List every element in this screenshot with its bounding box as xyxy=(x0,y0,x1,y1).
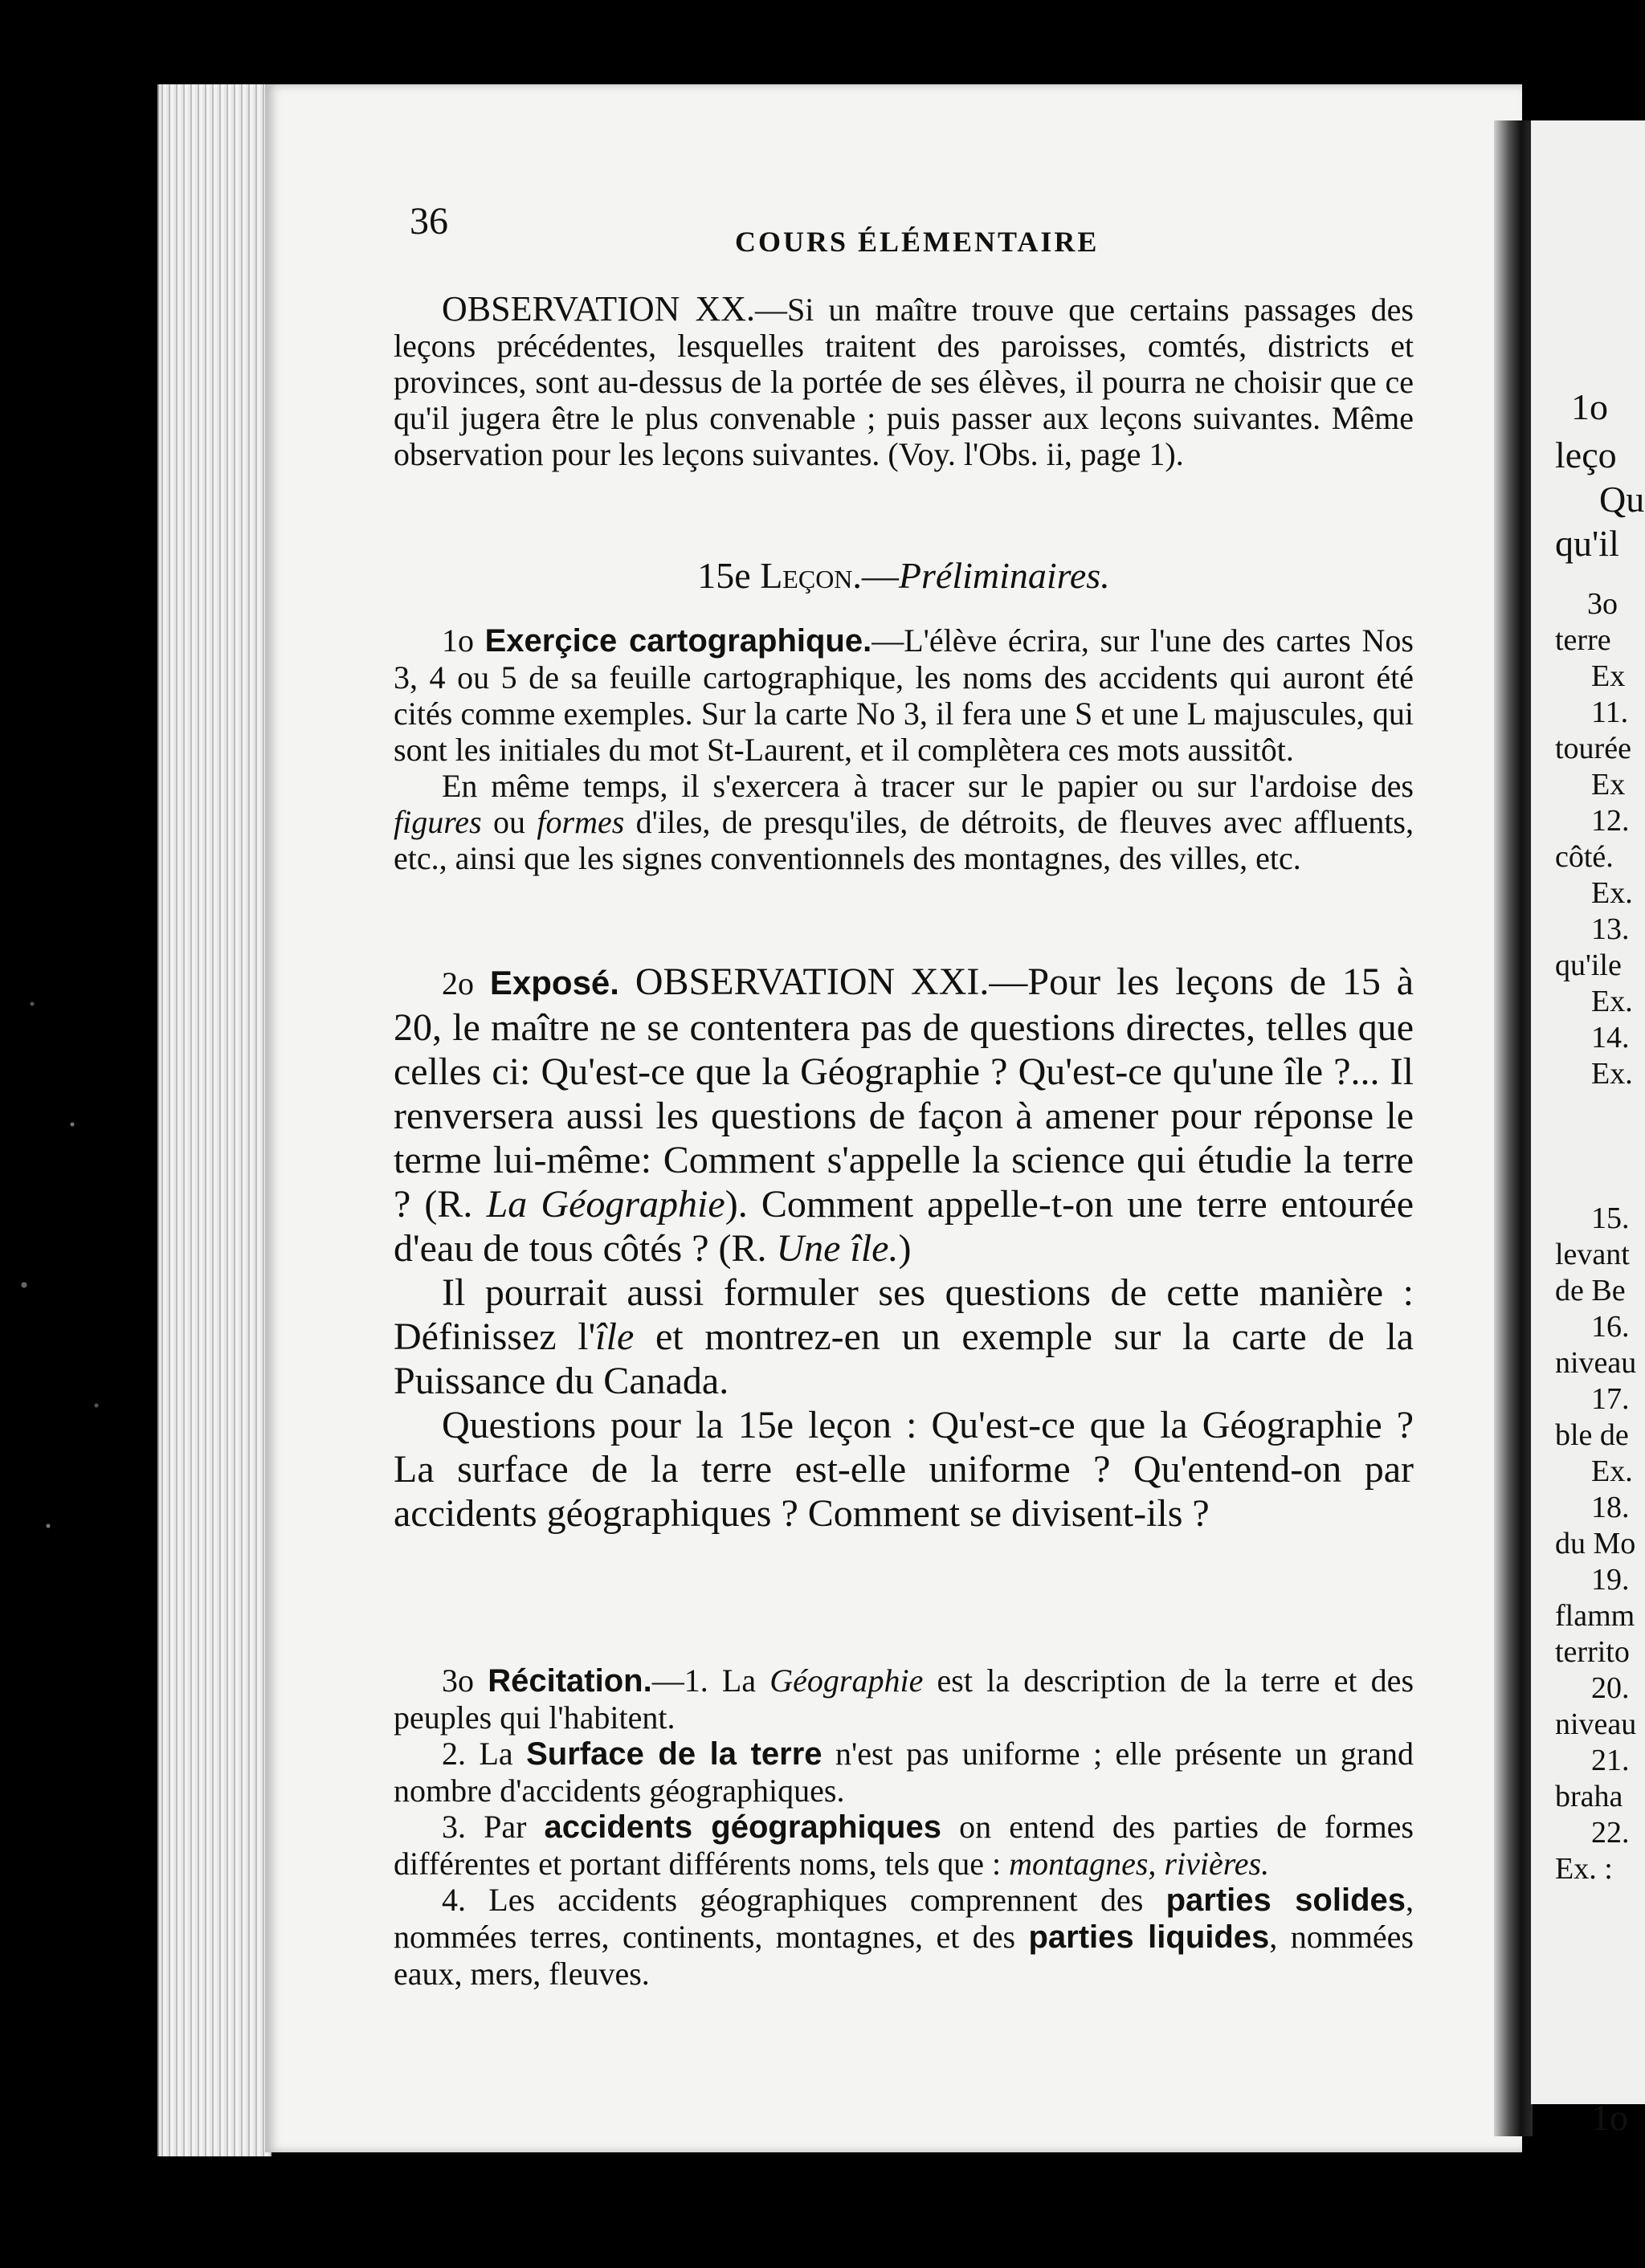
exercise-para2-b: ou xyxy=(481,804,537,840)
expose-number: 2o xyxy=(442,965,474,1001)
facing-line: 3o xyxy=(1587,587,1618,621)
lesson-dash: — xyxy=(861,555,899,596)
expose-text-b: ). Comment appelle-t-on une terre entourée d'eau de tous côtés ? (R. xyxy=(394,1183,1414,1270)
facing-line: 13. xyxy=(1591,912,1630,946)
recitation-item4-a: 4. Les accidents géographiques comprennent des xyxy=(442,1882,1166,1918)
recitation-item3-ital: montagnes, rivières. xyxy=(1009,1846,1270,1882)
recitation-item4-bold2: parties liquides xyxy=(1028,1919,1270,1955)
lesson-word: Leçon. xyxy=(760,555,862,596)
exercise-figures: figures xyxy=(394,804,482,840)
expose-answer-2: Une île. xyxy=(776,1227,899,1270)
facing-line: Ex. xyxy=(1591,876,1633,910)
facing-line: 11. xyxy=(1591,695,1629,729)
recitation-section xyxy=(394,1662,1414,1992)
facing-line: 1o xyxy=(1591,2097,1628,2138)
scan-background xyxy=(0,0,161,2268)
facing-line: 22. xyxy=(1591,1816,1630,1850)
facing-line: niveau xyxy=(1555,1707,1637,1741)
facing-line: Ex. xyxy=(1591,1454,1633,1488)
recitation-item4-bold1: parties solides xyxy=(1165,1883,1406,1918)
expose-para2-b: et montrez-en un exemple sur la carte de la Puissance du Canada. xyxy=(394,1316,1414,1402)
book-page-edges xyxy=(157,84,271,2156)
recitation-item2-a: 2. La xyxy=(442,1736,527,1772)
expose-label: Exposé. xyxy=(489,964,619,1001)
facing-line: territo xyxy=(1555,1635,1630,1669)
facing-line: 15. xyxy=(1591,1201,1630,1235)
facing-line: 14. xyxy=(1591,1021,1630,1054)
recitation-item3-bold: accidents géographiques xyxy=(544,1809,941,1845)
facing-line: 20. xyxy=(1591,1671,1630,1705)
recitation-item1-a: —1. La xyxy=(651,1662,770,1699)
recitation-item1-geo: Géographie xyxy=(769,1662,924,1699)
facing-line: 18. xyxy=(1591,1491,1630,1524)
observation-xx-text: —Si un maître trouve que certains passages des leçons précédentes, lesquelles traitent des paroisses, comtés, districts et provinces, sont au-dessus de la portée de ses élèves, il pourra ne choisir que ce qu'il jugera être le plus convenable ; puis passer aux leçons suivantes. Même observation pour les leçons suivantes. (Voy. l'Obs. ii, page 1). xyxy=(394,292,1414,472)
expose-section xyxy=(394,960,1414,1536)
recitation-item3-b: on entend des parties de formes différentes et portant différents noms, tels que : xyxy=(394,1809,1414,1882)
facing-line: terre xyxy=(1555,623,1611,657)
recitation-item1-b: est la description de la terre et des peuples qui l'habitent. xyxy=(394,1662,1414,1736)
exercise-para2-c: d'iles, de presqu'iles, de détroits, de fleuves avec affluents, etc., ainsi que les signes conventionnels des montagnes, des villes, etc. xyxy=(394,804,1414,876)
recitation-item2-b: n'est pas uniforme ; elle présente un grand nombre d'accidents géographiques. xyxy=(394,1736,1414,1809)
expose-para2-a: Il pourrait aussi formuler ses questions de cette manière : Définissez l' xyxy=(394,1271,1414,1358)
exercise-number: 1o xyxy=(442,622,474,659)
exercise-section xyxy=(394,622,1414,876)
facing-line: Ex xyxy=(1591,659,1626,693)
facing-line: 1o xyxy=(1571,386,1608,427)
facing-line: du Mo xyxy=(1555,1527,1636,1560)
exercise-formes: formes xyxy=(537,804,625,840)
book-page-right xyxy=(1531,120,1645,2138)
facing-line: qu'il xyxy=(1555,523,1619,564)
facing-line: levant xyxy=(1555,1238,1630,1271)
facing-line: côté. xyxy=(1555,840,1614,874)
facing-line: leço xyxy=(1555,434,1617,475)
expose-text-a: —Pour les leçons de 15 à 20, le maître ne se contentera pas de questions directes, telles que celles ci: Qu'est-ce que la Géographie ? Qu'est-ce qu'une île ?... Il renversera aussi les questions de façon à amener pour réponse le terme lui-même: Comment s'appelle la science qui étudie la terre ? (R. xyxy=(394,961,1414,1226)
recitation-item2-bold: Surface de la terre xyxy=(526,1736,822,1772)
facing-line: Qu xyxy=(1599,479,1645,520)
running-title: COURS ÉLÉMENTAIRE xyxy=(735,226,1100,258)
facing-line: tourée xyxy=(1555,732,1631,765)
recitation-item3-a: 3. Par xyxy=(442,1809,545,1845)
facing-line: 12. xyxy=(1591,804,1630,838)
lesson-number: 15e xyxy=(697,555,751,596)
lesson-heading xyxy=(394,554,1414,597)
facing-line: Ex. xyxy=(1591,985,1633,1018)
facing-line: 19. xyxy=(1591,1563,1630,1597)
facing-line: qu'ile xyxy=(1555,948,1622,982)
facing-line: Ex xyxy=(1591,768,1626,802)
observation-xx-paragraph xyxy=(394,291,1414,472)
expose-obs-label: OBSERVATION XXI. xyxy=(618,961,990,1003)
exercise-text: —L'élève écrira, sur l'une des cartes Nos 3, 4 ou 5 de sa feuille cartographique, les noms des accidents qui auront été cités comme exemples. Sur la carte No 3, il fera une S et une L majuscules, qui sont les initiales du mot St-Laurent, et il complètera ces mots aussitôt. xyxy=(394,622,1414,768)
facing-line: de Be xyxy=(1555,1274,1626,1307)
facing-line: Ex. : xyxy=(1555,1852,1613,1886)
expose-answer-1: La Géographie xyxy=(486,1183,725,1226)
expose-text-c: ) xyxy=(898,1227,912,1270)
expose-ile: île xyxy=(595,1316,635,1358)
facing-line: 17. xyxy=(1591,1382,1630,1416)
facing-line: ble de xyxy=(1555,1418,1629,1452)
recitation-number: 3o xyxy=(442,1662,474,1699)
recitation-item4-b: , nommées terres, continents, montagnes, et des xyxy=(394,1882,1414,1955)
lesson-subtitle: Préliminaires. xyxy=(898,555,1110,596)
recitation-label: Récitation. xyxy=(488,1663,652,1699)
book-gutter xyxy=(1494,120,1533,2136)
observation-xx-label: OBSERVATION XX. xyxy=(442,289,756,328)
exercise-label: Exerçice cartographique. xyxy=(484,623,872,659)
facing-line: 21. xyxy=(1591,1744,1630,1777)
facing-line: braha xyxy=(1555,1780,1623,1813)
facing-line: 16. xyxy=(1591,1310,1630,1344)
recitation-item4-c: , nommées eaux, mers, fleuves. xyxy=(394,1919,1414,1992)
facing-line: Ex. xyxy=(1591,1057,1633,1091)
facing-line: niveau xyxy=(1555,1346,1637,1380)
facing-line: flamm xyxy=(1555,1599,1635,1633)
page-number: 36 xyxy=(410,200,448,243)
expose-questions: Questions pour la 15e leçon : Qu'est-ce que la Géographie ? La surface de la terre est-elle uniforme ? Qu'entend-on par accidents géographiques ? Comment se divisent-ils ? xyxy=(394,1404,1414,1535)
exercise-para2-a: En même temps, il s'exercera à tracer sur le papier ou sur l'ardoise des xyxy=(442,768,1414,804)
